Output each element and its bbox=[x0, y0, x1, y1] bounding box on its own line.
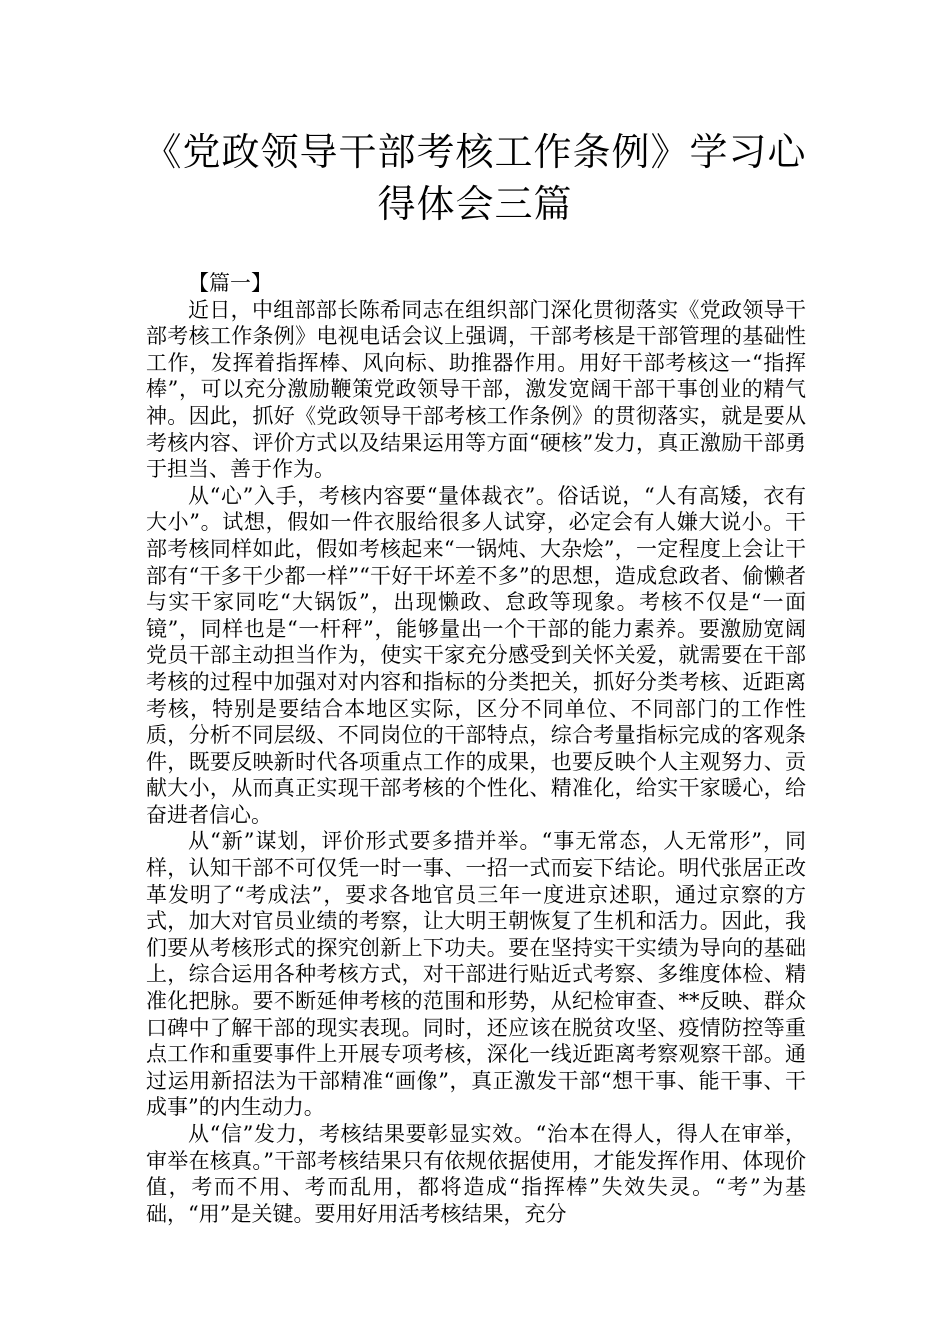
paragraph-4: 从“信”发力，考核结果要彰显实效。“治本在得人，得人在审举，审举在核真。”干部考核结果只有依规依据使用，才能发挥作用、体现价值，考而不用、考而乱用，都将造成“指挥棒”失效失灵。“考”为基础，“用”是关键。要用好用活考核结果，充分 bbox=[146, 1122, 806, 1226]
paragraph-2: 从“心”入手，考核内容要“量体裁衣”。俗话说，“人有高矮，衣有大小”。试想，假如一件衣服给很多人试穿，必定会有人嫌大说小。干部考核同样如此，假如考核起来“一锅炖、大杂烩”，一定程度上会让干部有“干多干少都一样”“干好干坏差不多”的思想，造成怠政者、偷懒者与实干家同吃“大锅饭”，出现懒政、怠政等现象。考核不仅是“一面镜”，同样也是“一杆秤”，能够量出一个干部的能力素养。要激励宽阔党员干部主动担当作为，使实干家充分感受到关怀关爱，就需要在干部考核的过程中加强对对内容和指标的分类把关，抓好分类考核、近距离考核，特别是要结合本地区实际，区分不同单位、不同部门的工作性质，分析不同层级、不同岗位的干部特点，综合考量指标完成的客观条件，既要反映新时代各项重点工作的成果，也要反映个人主观努力、贡献大小，从而真正实现干部考核的个性化、精准化，给实干家暖心，给奋进者信心。 bbox=[146, 483, 806, 827]
section-heading: 【篇一】 bbox=[188, 271, 272, 295]
title-line-2: 得体会三篇 bbox=[377, 182, 573, 226]
document-title bbox=[120, 126, 830, 230]
title-line-1: 《党政领导干部考核工作条例》学习心 bbox=[143, 130, 807, 174]
paragraph-3: 从“新”谋划，评价形式要多措并举。“事无常态，人无常形”，同样，认知干部不可仅凭一时一事、一招一式而妄下结论。明代张居正改革发明了“考成法”，要求各地官员三年一度进京述职，通过京察的方式，加大对官员业绩的考察，让大明王朝恢复了生机和活力。因此，我们要从考核形式的探究创新上下功夫。要在坚持实干实绩为导向的基础上，综合运用各种考核方式，对干部进行贴近式考察、多维度体检、精准化把脉。要不断延伸考核的范围和形势，从纪检审查、**反映、群众口碑中了解干部的现实表现。同时，还应该在脱贫攻坚、疫情防控等重点工作和重要事件上开展专项考核，深化一线近距离考察观察干部。通过运用新招法为干部精准“画像”，真正激发干部“想干事、能干事、干成事”的内生动力。 bbox=[146, 829, 806, 1120]
paragraph-1: 近日，中组部部长陈希同志在组织部门深化贯彻落实《党政领导干部考核工作条例》电视电话会议上强调，干部考核是干部管理的基础性工作，发挥着指挥棒、风向标、助推器作用。用好干部考核这一“指挥棒”，可以充分激励鞭策党政领导干部，激发宽阔干部干事创业的精气神。因此，抓好《党政领导干部考核工作条例》的贯彻落实，就是要从考核内容、评价方式以及结果运用等方面“硬核”发力，真正激励干部勇于担当、善于作为。 bbox=[146, 297, 806, 482]
document-body bbox=[146, 270, 806, 1227]
